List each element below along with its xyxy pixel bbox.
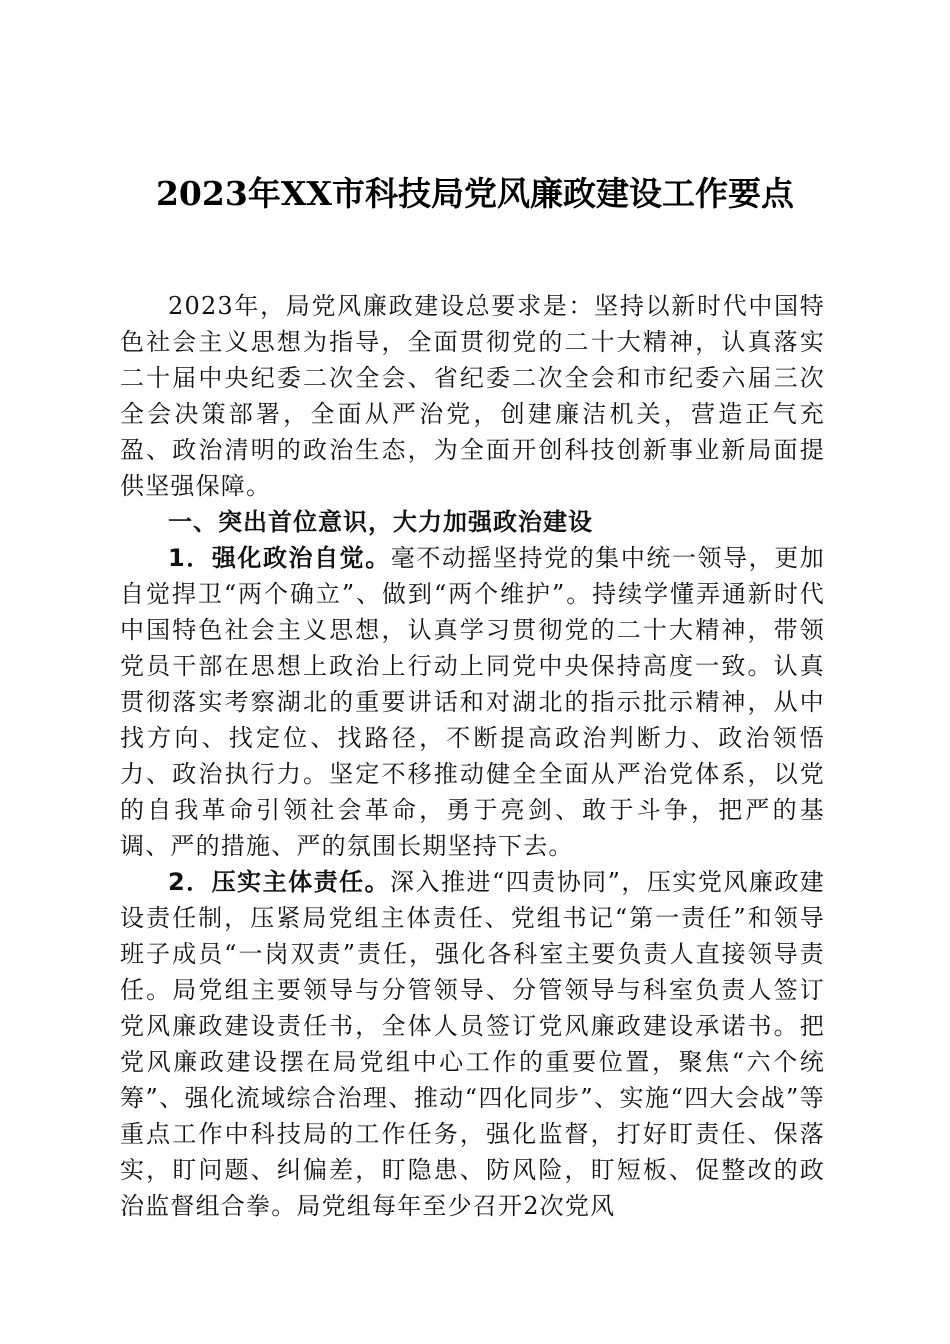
document-title: 2023年XX市科技局党风廉政建设工作要点 [155, 174, 795, 213]
item-text: 毫不动摇坚持党的集中统一领导，更加自觉捍卫“两个确立”、做到“两个维护”。持续学懂弄通新时代中国特色社会主义思想，认真学习贯彻党的二十大精神，带领党员干部在思想上政治上行动上同党中央保持高度一致。认真贯彻落实考察湖北的重要讲话和对湖北的指示批示精神，从中找方向、找定位、找路径，不断提高政治判断力、政治领悟力、政治执行力。坚定不移推动健全全面从严治党体系，以党的自我革命引领社会革命，勇于亮剑、敢于斗争，把严的基调、严的措施、严的氛围长期坚持下去。 [120, 544, 825, 860]
item-lead: 1．强化政治自觉。 [168, 544, 391, 572]
item-paragraph [120, 864, 825, 1224]
intro-paragraph: 2023年，局党风廉政建设总要求是：坚持以新时代中国特色社会主义思想为指导，全面贯彻党的二十大精神，认真落实二十届中央纪委二次全会、省纪委二次全会和市纪委六届三次全会决策部署，全面从严治党，创建廉洁机关，营造正气充盈、政治清明的政治生态，为全面开创科技创新事业新局面提供坚强保障。 [120, 292, 825, 500]
item-text: 深入推进“四责协同”，压实党风廉政建设责任制，压紧局党组主体责任、党组书记“第一责任”和领导班子成员“一岗双责”责任，强化各科室主要负责人直接领导责任。局党组主要领导与分管领导、分管领导与科室负责人签订党风廉政建设责任书，全体人员签订党风廉政建设承诺书。把党风廉政建设摆在局党组中心工作的重要位置，聚焦“六个统筹”、强化流域综合治理、推动“四化同步”、实施“四大会战”等重点工作中科技局的工作任务，强化监督，打好盯责任、保落实，盯问题、纠偏差，盯隐患、防风险，盯短板、促整改的政治监督组合拳。局党组每年至少召开2次党风 [120, 868, 825, 1220]
document-body [120, 288, 825, 1224]
item-paragraph [120, 540, 825, 864]
section-heading: 一、突出首位意识，大力加强政治建设 [168, 508, 593, 536]
item-lead: 2．压实主体责任。 [168, 868, 391, 896]
